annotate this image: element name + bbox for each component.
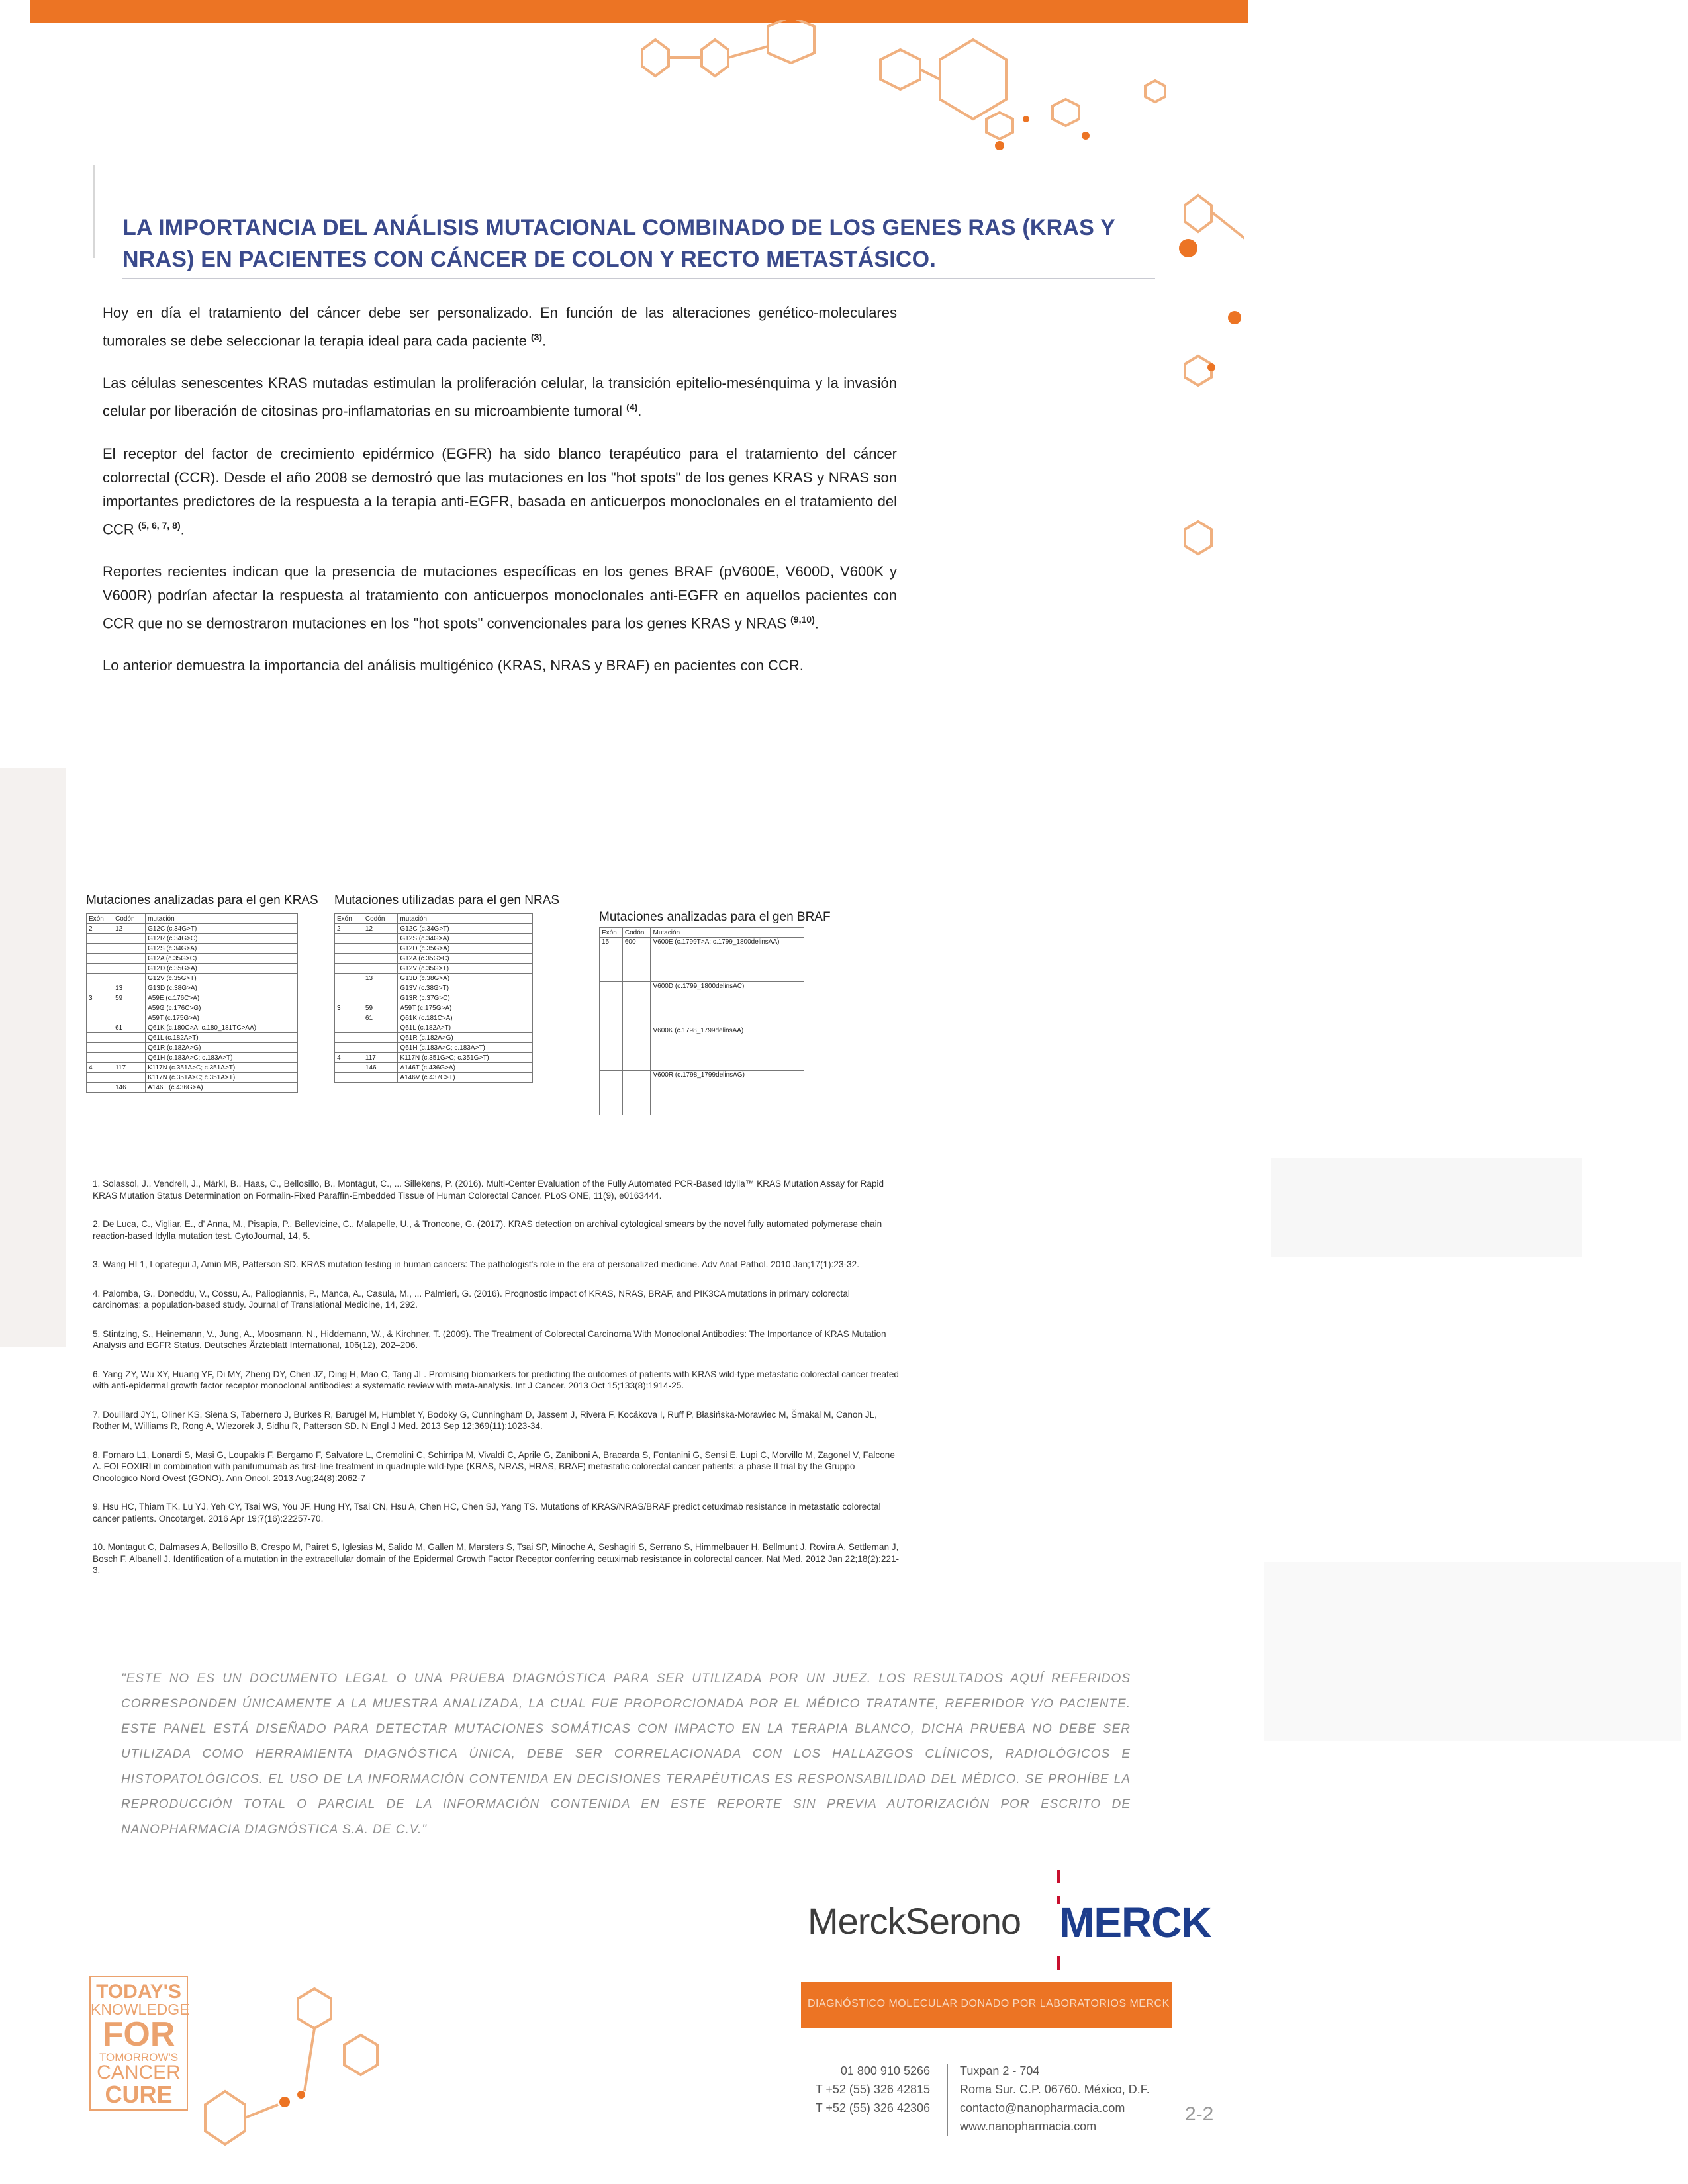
paragraph: Reportes recientes indican que la presencia de mutaciones específicas en los genes BRAF (pV600E, V600D, V600K y V600R) podrían afectar la respuesta al tratamiento con anticuerpos monoclonales anti-EGFR en aquellos pacientes con CCR que no se demostraron mutaciones en los "hot spots" convencionales para los genes KRAS y NRAS $^{(9,10)}$.	[103, 563, 897, 632]
table-cell	[87, 983, 113, 993]
table-cell: A146T (c.436G>A)	[146, 1083, 298, 1093]
table-cell: 146	[363, 1063, 398, 1073]
table-cell: 13	[113, 983, 146, 993]
table-cell	[622, 1026, 651, 1071]
table-cell	[335, 993, 363, 1003]
molecule-decoration-right	[1172, 165, 1244, 596]
table-row	[87, 944, 298, 954]
table-cell: G12C (c.34G>T)	[398, 924, 533, 934]
table-header-row	[335, 914, 533, 924]
table-row	[87, 1023, 298, 1033]
table-cell	[335, 964, 363, 974]
table-cell: 3	[335, 1003, 363, 1013]
table-row	[87, 954, 298, 964]
background-panel	[0, 768, 66, 1347]
table-cell	[335, 1023, 363, 1033]
paragraph: Lo anterior demuestra la importancia del análisis multigénico (KRAS, NRAS y BRAF) en pacientes con CCR.	[103, 657, 804, 674]
table-cell	[335, 1043, 363, 1053]
reference-item: 8. Fornaro L1, Lonardi S, Masi G, Loupakis F, Bergamo F, Salvatore L, Cremolini C, Schirripa M, Vivaldi C, Aprile G, Zaniboni A, Bracarda S, Fontanini G, Sensi E, Lupi C, Morvillo M, Zagonel V, Falcone A. FOLFOXIRI in combination with panitumumab as first-line treatment in quadruple wild-type (KRAS, NRAS, HRAS, BRAF) metastatic colorectal cancer patients: a phase II trial by the Gruppo Oncologico Nord Ovest (GONO). Ann Oncol. 2013 Aug;24(8):2062-7	[93, 1449, 895, 1483]
background-panel	[1271, 1158, 1582, 1257]
table-cell	[113, 1013, 146, 1023]
reference-item: 3. Wang HL1, Lopategui J, Amin MB, Patterson SD. KRAS mutation testing in human cancers: The pathologist's role in the era of personalized medicine. Adv Anat Pathol. 2010 Jan;17(1):23-32.	[93, 1259, 859, 1269]
paragraph: Las células senescentes KRAS mutadas estimulan la proliferación celular, la transición epitelio-mesénquima y la invasión celular por liberación de citosinas pro-inflamatorias en su microambiente tumoral $^{(4)}$.	[103, 375, 897, 420]
table-row	[87, 1073, 298, 1083]
contact-divider	[947, 2064, 948, 2136]
table-cell: Q61R (c.182A>G)	[146, 1043, 298, 1053]
email-link[interactable]: contacto@nanopharmacia.com	[960, 2101, 1125, 2115]
table-cell	[113, 1033, 146, 1043]
table-cell	[335, 944, 363, 954]
table-cell	[335, 1033, 363, 1043]
table-cell	[113, 1043, 146, 1053]
table-cell	[87, 1043, 113, 1053]
table-cell	[113, 934, 146, 944]
table-row	[335, 1033, 533, 1043]
table-cell: G12D (c.35G>A)	[146, 964, 298, 974]
body-text	[103, 301, 897, 696]
table-cell	[113, 954, 146, 964]
table-cell: G12V (c.35G>T)	[146, 974, 298, 983]
table-cell	[87, 934, 113, 944]
nras-table-title: Mutaciones utilizadas para el gen NRAS	[334, 893, 560, 907]
table-cell: G13D (c.38G>A)	[398, 974, 533, 983]
table-cell	[87, 974, 113, 983]
reference-item: 1. Solassol, J., Vendrell, J., Märkl, B., Haas, C., Bellosillo, B., Montagut, C., ... Sillekens, P. (2016). Multi-Center Evaluation of the Fully Automated PCR-Based Idylla™ KRAS Mutation Assay for Rapid KRAS Mutation Status Determination on Formalin-Fixed Paraffin-Embedded Tissue of Human Colorectal Cancer. PLoS ONE, 11(9), e0163444.	[93, 1179, 884, 1201]
table-cell: G13V (c.38G>T)	[398, 983, 533, 993]
table-cell: A146T (c.436G>A)	[398, 1063, 533, 1073]
table-cell: 117	[113, 1063, 146, 1073]
reference-item: 6. Yang ZY, Wu XY, Huang YF, Di MY, Zheng DY, Chen JZ, Ding H, Mao C, Tang JL. Promising biomarkers for predicting the outcomes of patients with KRAS wild-type metastatic colorectal cancer treated with anti-epidermal growth factor receptor monoclonal antibodies: a systematic review with meta-analysis. Int J Cancer. 2013 Oct 15;133(8):1914-25.	[93, 1369, 899, 1390]
table-header-row	[600, 928, 804, 938]
table-row	[87, 924, 298, 934]
reference-item: 9. Hsu HC, Thiam TK, Lu YJ, Yeh CY, Tsai WS, You JF, Hung HY, Tsai CN, Hsu A, Chen HC, Chen SJ, Yang TS. Mutations of KRAS/NRAS/BRAF predict cetuximab resistance in metastatic colorectal cancer patients. Oncotarget. 2016 Apr 19;7(16):22257-70.	[93, 1502, 881, 1524]
table-cell	[363, 964, 398, 974]
website-link[interactable]: www.nanopharmacia.com	[960, 2120, 1097, 2133]
table-cell	[622, 1071, 651, 1115]
table-cell	[600, 982, 623, 1026]
table-row	[87, 1043, 298, 1053]
table-cell	[363, 934, 398, 944]
table-cell: 146	[113, 1083, 146, 1093]
nras-table-panel	[334, 893, 586, 1165]
table-cell	[335, 974, 363, 983]
table-row	[335, 1003, 533, 1013]
table-cell	[363, 944, 398, 954]
table-cell: 13	[363, 974, 398, 983]
table-cell: G13R (c.37G>C)	[398, 993, 533, 1003]
table-cell	[335, 983, 363, 993]
table-row	[600, 982, 804, 1026]
table-cell	[335, 1063, 363, 1073]
table-cell: Q61H (c.183A>C; c.183A>T)	[398, 1043, 533, 1053]
paragraph: Hoy en día el tratamiento del cáncer debe ser personalizado. En función de las alteraciones genético-moleculares tumorales se debe seleccionar la terapia ideal para cada paciente $^{(3)}$.	[103, 304, 897, 349]
table-row	[87, 983, 298, 993]
table-cell	[363, 1073, 398, 1083]
table-cell: 600	[622, 938, 651, 982]
table-row	[600, 938, 804, 982]
table-row	[335, 1063, 533, 1073]
table-cell	[622, 982, 651, 1026]
column-header: mutación	[398, 914, 533, 924]
table-cell: K117N (c.351G>C; c.351G>T)	[398, 1053, 533, 1063]
table-cell: A59T (c.175G>A)	[398, 1003, 533, 1013]
reference-item: 2. De Luca, C., Vigliar, E., d' Anna, M., Pisapia, P., Bellevicine, C., Malapelle, U., & Troncone, G. (2017). KRAS detection on archival cytological smears by the novel fully automated polymerase chain reaction-based Idylla mutation test. CytoJournal, 14, 5.	[93, 1219, 882, 1241]
table-cell	[87, 1023, 113, 1033]
table-cell	[600, 1071, 623, 1115]
table-cell: G12V (c.35G>T)	[398, 964, 533, 974]
table-cell	[363, 954, 398, 964]
table-row	[335, 983, 533, 993]
table-cell	[87, 1053, 113, 1063]
table-cell: G12R (c.34G>C)	[146, 934, 298, 944]
table-row	[335, 1043, 533, 1053]
table-cell	[87, 1013, 113, 1023]
table-row	[335, 1013, 533, 1023]
table-cell: G13D (c.38G>A)	[146, 983, 298, 993]
table-cell	[113, 944, 146, 954]
table-cell: G12A (c.35G>C)	[146, 954, 298, 964]
table-row	[87, 1053, 298, 1063]
table-cell	[363, 1023, 398, 1033]
table-cell: A59E (c.176C>A)	[146, 993, 298, 1003]
table-cell: 15	[600, 938, 623, 982]
table-row	[87, 1013, 298, 1023]
contact-address: Tuxpan 2 - 704 Roma Sur. C.P. 06760. México, D.F. contacto@nanopharmacia.com www.nanopharmacia.com	[960, 2062, 1150, 2136]
table-row	[87, 1063, 298, 1073]
table-row	[335, 1073, 533, 1083]
nras-mutation-table	[334, 913, 533, 1083]
references-list	[93, 1178, 900, 1594]
table-cell	[363, 983, 398, 993]
table-cell	[113, 964, 146, 974]
kras-mutation-table	[86, 913, 298, 1093]
table-cell: A59G (c.176C>G)	[146, 1003, 298, 1013]
table-cell: V600K (c.1798_1799delinsAA)	[651, 1026, 804, 1071]
braf-mutation-table	[599, 927, 804, 1115]
table-cell: 61	[363, 1013, 398, 1023]
table-row	[335, 934, 533, 944]
table-cell: Q61R (c.182A>G)	[398, 1033, 533, 1043]
column-header: Codón	[363, 914, 398, 924]
table-cell	[363, 1043, 398, 1053]
donation-banner: DIAGNÓSTICO MOLECULAR DONADO POR LABORATORIOS MERCK	[801, 1982, 1172, 2028]
todays-knowledge-logo: TODAY'S KNOWLEDGE FOR TOMORROW'S CANCER CURE	[89, 1976, 188, 2111]
table-row	[335, 974, 533, 983]
title-divider	[122, 278, 1155, 279]
table-cell: 2	[335, 924, 363, 934]
table-row	[87, 934, 298, 944]
table-row	[335, 954, 533, 964]
table-cell: 12	[113, 924, 146, 934]
page-number: 2-2	[1185, 2103, 1214, 2125]
table-cell: A59T (c.175G>A)	[146, 1013, 298, 1023]
table-cell: 12	[363, 924, 398, 934]
header-accent-bar	[30, 0, 1248, 23]
background-panel	[1264, 1562, 1681, 1741]
table-cell: 3	[87, 993, 113, 1003]
table-cell	[87, 954, 113, 964]
table-cell	[87, 1033, 113, 1043]
table-row	[87, 1033, 298, 1043]
column-header: mutación	[146, 914, 298, 924]
table-cell	[87, 944, 113, 954]
column-header: Exón	[335, 914, 363, 924]
column-header: Exón	[600, 928, 623, 938]
merck-logo: MERCK	[1059, 1899, 1211, 1946]
table-cell: K117N (c.351A>C; c.351A>T)	[146, 1073, 298, 1083]
table-cell: Q61H (c.183A>C; c.183A>T)	[146, 1053, 298, 1063]
table-cell	[335, 1013, 363, 1023]
table-row	[87, 974, 298, 983]
table-header-row	[87, 914, 298, 924]
table-cell	[87, 1073, 113, 1083]
table-cell	[87, 964, 113, 974]
column-header: Mutación	[651, 928, 804, 938]
table-cell	[600, 1026, 623, 1071]
table-cell: Q61L (c.182A>T)	[398, 1023, 533, 1033]
merck-serono-logo: MerckSerono	[808, 1900, 1021, 1942]
table-cell	[87, 1003, 113, 1013]
table-cell	[335, 954, 363, 964]
table-cell: G12S (c.34G>A)	[146, 944, 298, 954]
table-cell: G12C (c.34G>T)	[146, 924, 298, 934]
table-row	[335, 1053, 533, 1063]
table-row	[335, 993, 533, 1003]
reference-item: 4. Palomba, G., Doneddu, V., Cossu, A., Paliogiannis, P., Manca, A., Casula, M., ... Palmieri, G. (2016). Prognostic impact of KRAS, NRAS, BRAF, and PIK3CA mutations in primary colorectal carcinomas: a population-based study. Journal of Translational Medicine, 14, 292.	[93, 1288, 850, 1310]
legal-disclaimer: "ESTE NO ES UN DOCUMENTO LEGAL O UNA PRUEBA DIAGNÓSTICA PARA SER UTILIZADA POR UN JUEZ. LOS RESULTADOS AQUÍ REFERIDOS CORRESPONDEN ÚNICAMENTE A LA MUESTRA ANALIZADA, LA CUAL FUE PROPORCIONADA POR EL MÉDICO TRATANTE, REFERIDOR Y/O PACIENTE. ESTE PANEL ESTÁ DISEÑADO PARA DETECTAR MUTACIONES SOMÁTICAS CON IMPACTO EN LA TERAPIA BLANCO, DICHA PRUEBA NO DEBE SER UTILIZADA COMO HERRAMIENTA DIAGNÓSTICA ÚNICA, DEBE SER CORRELACIONADA CON LOS HALLAZGOS CLÍNICOS, RADIOLÓGICOS E HISTOPATOLÓGICOS. EL USO DE LA INFORMACIÓN CONTENIDA EN DECISIONES TERAPÉUTICAS ES RESPONSABILIDAD DEL MÉDICO. SE PROHÍBE LA REPRODUCCIÓN TOTAL O PARCIAL DE LA INFORMACIÓN CONTENIDA EN ESTE REPORTE SIN PREVIA AUTORIZACIÓN POR ESCRITO DE NANOPHARMACIA DIAGNÓSTICA S.A. DE C.V."	[121, 1672, 1131, 1837]
table-row	[600, 1026, 804, 1071]
kras-table-panel	[86, 893, 331, 1165]
table-cell	[87, 1083, 113, 1093]
table-row	[335, 924, 533, 934]
table-row	[87, 1003, 298, 1013]
table-cell: 61	[113, 1023, 146, 1033]
reference-item: 7. Douillard JY1, Oliner KS, Siena S, Tabernero J, Burkes R, Barugel M, Humblet Y, Bodoky G, Cunningham D, Jassem J, Rivera F, Kocákova I, Ruff P, Błasińska-Morawiec M, Šmakal M, Canon JL, Rother M, Williams R, Rong A, Wiezorek J, Sidhu R, Patterson SD. N Engl J Med. 2013 Sep 12;369(11):1023-34.	[93, 1409, 877, 1431]
table-cell	[113, 974, 146, 983]
contact-phones: 01 800 910 5266 T +52 (55) 326 42815 T +52 (55) 326 42306	[815, 2064, 930, 2115]
kras-table-title: Mutaciones analizadas para el gen KRAS	[86, 893, 318, 907]
title-side-rule	[93, 165, 95, 258]
table-row	[335, 1023, 533, 1033]
table-cell: G12A (c.35G>C)	[398, 954, 533, 964]
table-cell: G12S (c.34G>A)	[398, 934, 533, 944]
table-row	[335, 964, 533, 974]
column-header: Codón	[622, 928, 651, 938]
table-cell	[335, 934, 363, 944]
table-cell	[113, 1053, 146, 1063]
table-cell: 2	[87, 924, 113, 934]
molecule-decoration-top	[629, 20, 1172, 159]
table-cell: 4	[335, 1053, 363, 1063]
table-cell	[113, 1073, 146, 1083]
table-cell	[363, 993, 398, 1003]
table-cell: V600D (c.1799_1800delinsAC)	[651, 982, 804, 1026]
table-cell: A146V (c.437C>T)	[398, 1073, 533, 1083]
table-cell: 59	[113, 993, 146, 1003]
column-header: Codón	[113, 914, 146, 924]
reference-item: 5. Stintzing, S., Heinemann, V., Jung, A., Moosmann, N., Hiddemann, W., & Kirchner, T. (2009). The Treatment of Colorectal Carcinoma With Monoclonal Antibodies: The Importance of KRAS Mutation Analysis and EGFR Status. Deutsches Ärzteblatt International, 106(12), 202–206.	[93, 1328, 886, 1350]
paragraph: El receptor del factor de crecimiento epidérmico (EGFR) ha sido blanco terapéutico para el tratamiento del cáncer colorrectal (CCR). Desde el año 2008 se demostró que las mutaciones en los "hot spots" de los genes KRAS y NRAS son importantes predictores de la respuesta a la terapia anti-EGFR, basada en anticuerpos monoclonales en el tratamiento del CCR $^{(5, 6, 7, 8)}$.	[103, 445, 897, 537]
table-cell	[363, 1033, 398, 1043]
braf-table-panel	[599, 910, 877, 1161]
table-cell: 117	[363, 1053, 398, 1063]
table-row	[87, 964, 298, 974]
table-cell: Q61K (c.181C>A)	[398, 1013, 533, 1023]
table-row	[87, 1083, 298, 1093]
braf-table-title: Mutaciones analizadas para el gen BRAF	[599, 910, 831, 924]
table-cell: Q61L (c.182A>T)	[146, 1033, 298, 1043]
table-cell: Q61K (c.180C>A; c.180_181TC>AA)	[146, 1023, 298, 1033]
table-cell: V600R (c.1798_1799delinsAG)	[651, 1071, 804, 1115]
table-cell	[335, 1073, 363, 1083]
table-row	[87, 993, 298, 1003]
table-row	[600, 1071, 804, 1115]
table-cell: V600E (c.1799T>A; c.1799_1800delinsAA)	[651, 938, 804, 982]
table-cell: K117N (c.351A>C; c.351A>T)	[146, 1063, 298, 1073]
table-cell: 59	[363, 1003, 398, 1013]
table-row	[335, 944, 533, 954]
reference-item: 10. Montagut C, Dalmases A, Bellosillo B, Crespo M, Pairet S, Iglesias M, Salido M, Gallen M, Marsters S, Tsai SP, Minoche A, Seshagiri S, Serrano S, Himmelbauer H, Bellmunt J, Rovira A, Settleman J, Bosch F, Albanell J. Identification of a mutation in the extracellular domain of the Epidermal Growth Factor Receptor conferring cetuximab resistance in colorectal cancer. Nat Med. 2012 Jan 22;18(2):221-3.	[93, 1542, 900, 1575]
column-header: Exón	[87, 914, 113, 924]
table-cell: G12D (c.35G>A)	[398, 944, 533, 954]
page-title: LA IMPORTANCIA DEL ANÁLISIS MUTACIONAL COMBINADO DE LOS GENES RAS (KRAS Y NRAS) EN PACIENTES CON CÁNCER DE COLON Y RECTO METASTÁSICO.	[122, 215, 1115, 272]
molecule-decoration-bottom	[172, 1972, 397, 2184]
table-cell	[113, 1003, 146, 1013]
table-cell: 4	[87, 1063, 113, 1073]
